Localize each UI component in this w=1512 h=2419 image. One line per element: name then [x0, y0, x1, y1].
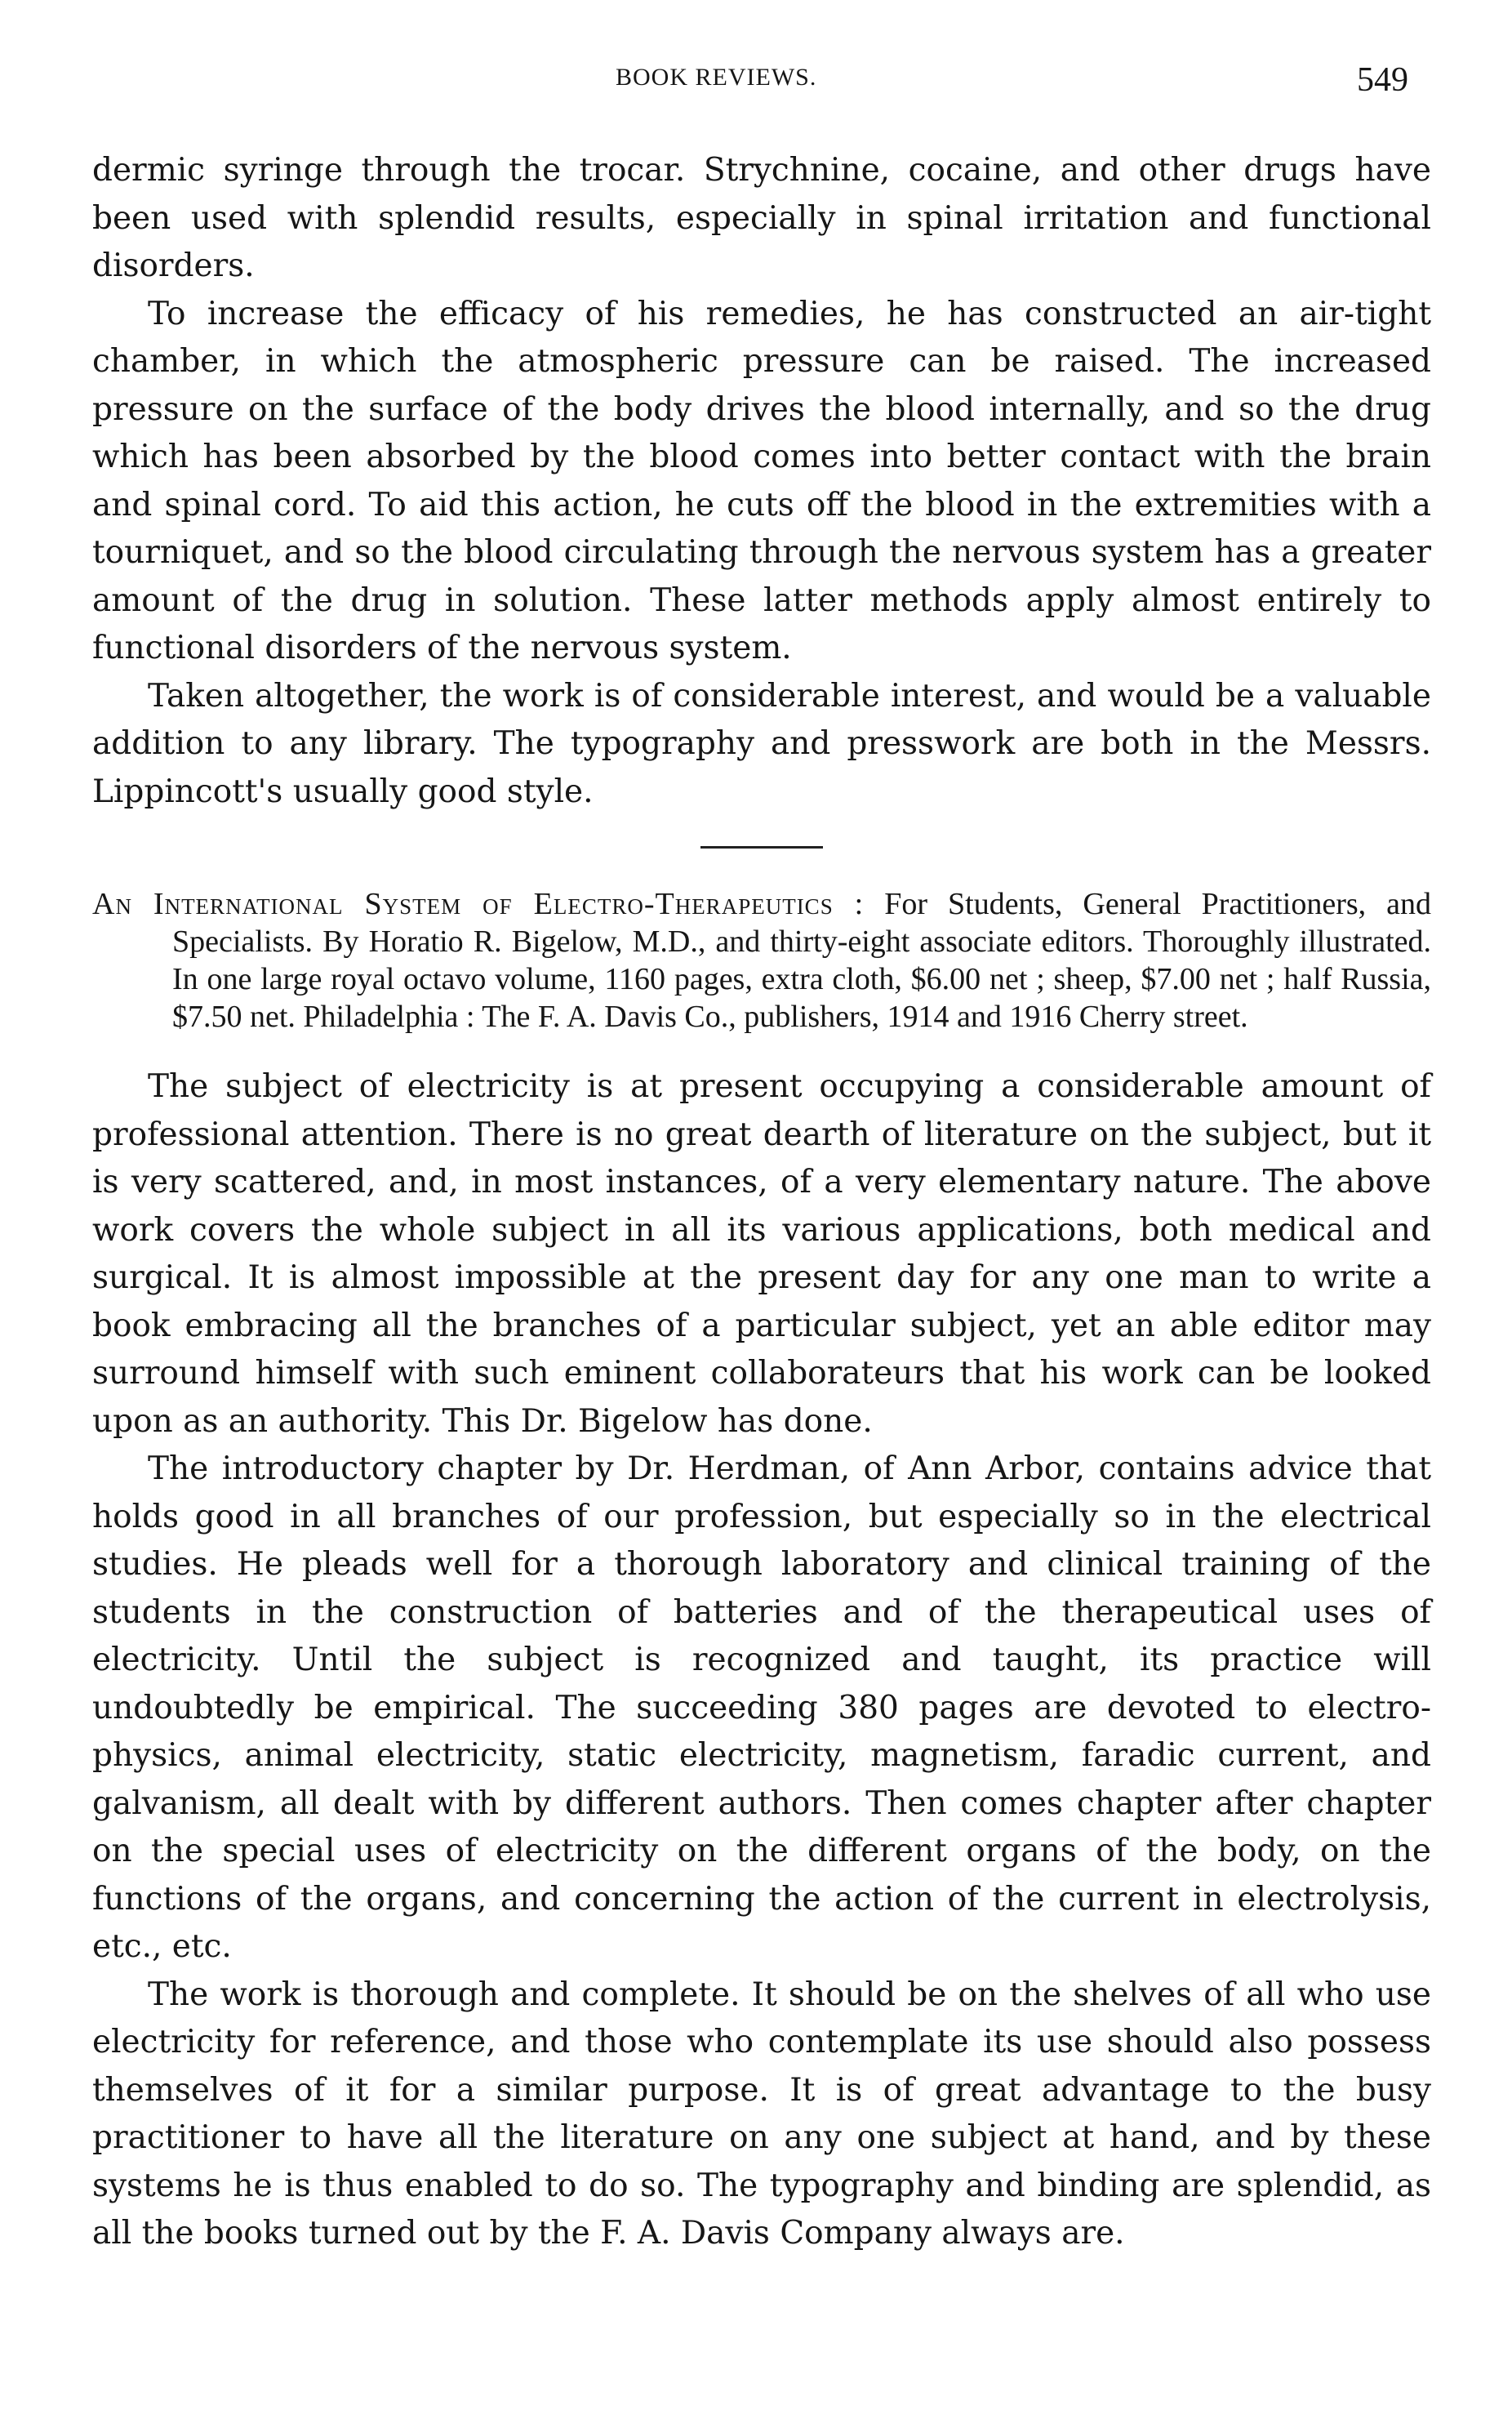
book-citation — [92, 885, 1431, 1036]
paragraph: The introductory chapter by Dr. Herdman, of Ann Arbor, contains advice that holds good in all branches of our profession, but especially so in the electrical studies. He pleads well for a thorough laboratory and clinical training of the students in the construction of batteries and of the therapeutical uses of electricity. Until the subject is recognized and taught, its practice will undoubtedly be empirical. The succeeding 380 pages are devoted to electro-physics, animal electricity, static electricity, magnetism, faradic current, and galvanism, all dealt with by different authors. Then comes chapter after chapter on the special uses of electricity on the different organs of the body, on the functions of the organs, and concerning the action of the current in electrolysis, etc., etc. — [92, 1450, 1431, 1965]
page-body — [92, 147, 1431, 2258]
review-two — [92, 885, 1431, 2258]
book-details: For Students, General Practitioners, and Specialists. By Horatio R. Bigelow, M.D., and thirty-eight associate editors. Thoroughly illustrated. In one large royal octavo volume, 1160 pages, extra cloth, $6.00 net ; sheep, $7.00 net ; half Russia, $7.50 net. Philadelphia : The F. A. Davis Co., publishers, 1914 and 1916 Cherry street. — [172, 887, 1432, 1034]
page-header — [0, 61, 1512, 113]
running-title: BOOK REVIEWS. — [616, 64, 817, 91]
paragraph: To increase the efficacy of his remedies, he has constructed an air-tight chamber, in which the atmospheric pressure can be raised. The increased pressure on the surface of the body drives the blood internally, and so the drug which has been absorbed by the blood comes into better contact with the brain and spinal cord. To aid this action, he cuts off the blood in the extremities with a tourniquet, and so the blood circulating through the nervous system has a greater amount of the drug in solution. These latter methods apply almost entirely to functional disorders of the nervous system. — [92, 295, 1431, 666]
review-one — [92, 147, 1431, 816]
paragraph: dermic syringe through the trocar. Strychnine, cocaine, and other drugs have been used with splendid results, especially in spinal irritation and functional disorders. — [92, 152, 1431, 284]
book-title: An International System of Electro-Therapeutics : — [92, 887, 865, 921]
paragraph: The subject of electricity is at present occupying a considerable amount of professional attention. There is no great dearth of literature on the subject, but it is very scattered, and, in most instances, of a very elementary nature. The above work covers the whole subject in all its various applications, both medical and surgical. It is almost impossible at the present day for any one man to write a book embracing all the branches of a particular subject, yet an able editor may surround himself with such eminent collaborateurs that his work can be looked upon as an authority. This Dr. Bigelow has done. — [92, 1068, 1431, 1440]
page-number: 549 — [1357, 61, 1408, 99]
paragraph: Taken altogether, the work is of considerable interest, and would be a valuable addition to any library. The typography and presswork are both in the Messrs. Lippincott's usually good style. — [92, 677, 1431, 810]
paragraph: The work is thorough and complete. It should be on the shelves of all who use electricity for reference, and those who contemplate its use should also possess themselves of it for a similar purpose. It is of great advantage to the busy practitioner to have all the literature on any one subject at hand, and by these systems he is thus enabled to do so. The typography and binding are splendid, as all the books turned out by the F. A. Davis Company always are. — [92, 1976, 1431, 2252]
section-divider — [700, 846, 823, 849]
